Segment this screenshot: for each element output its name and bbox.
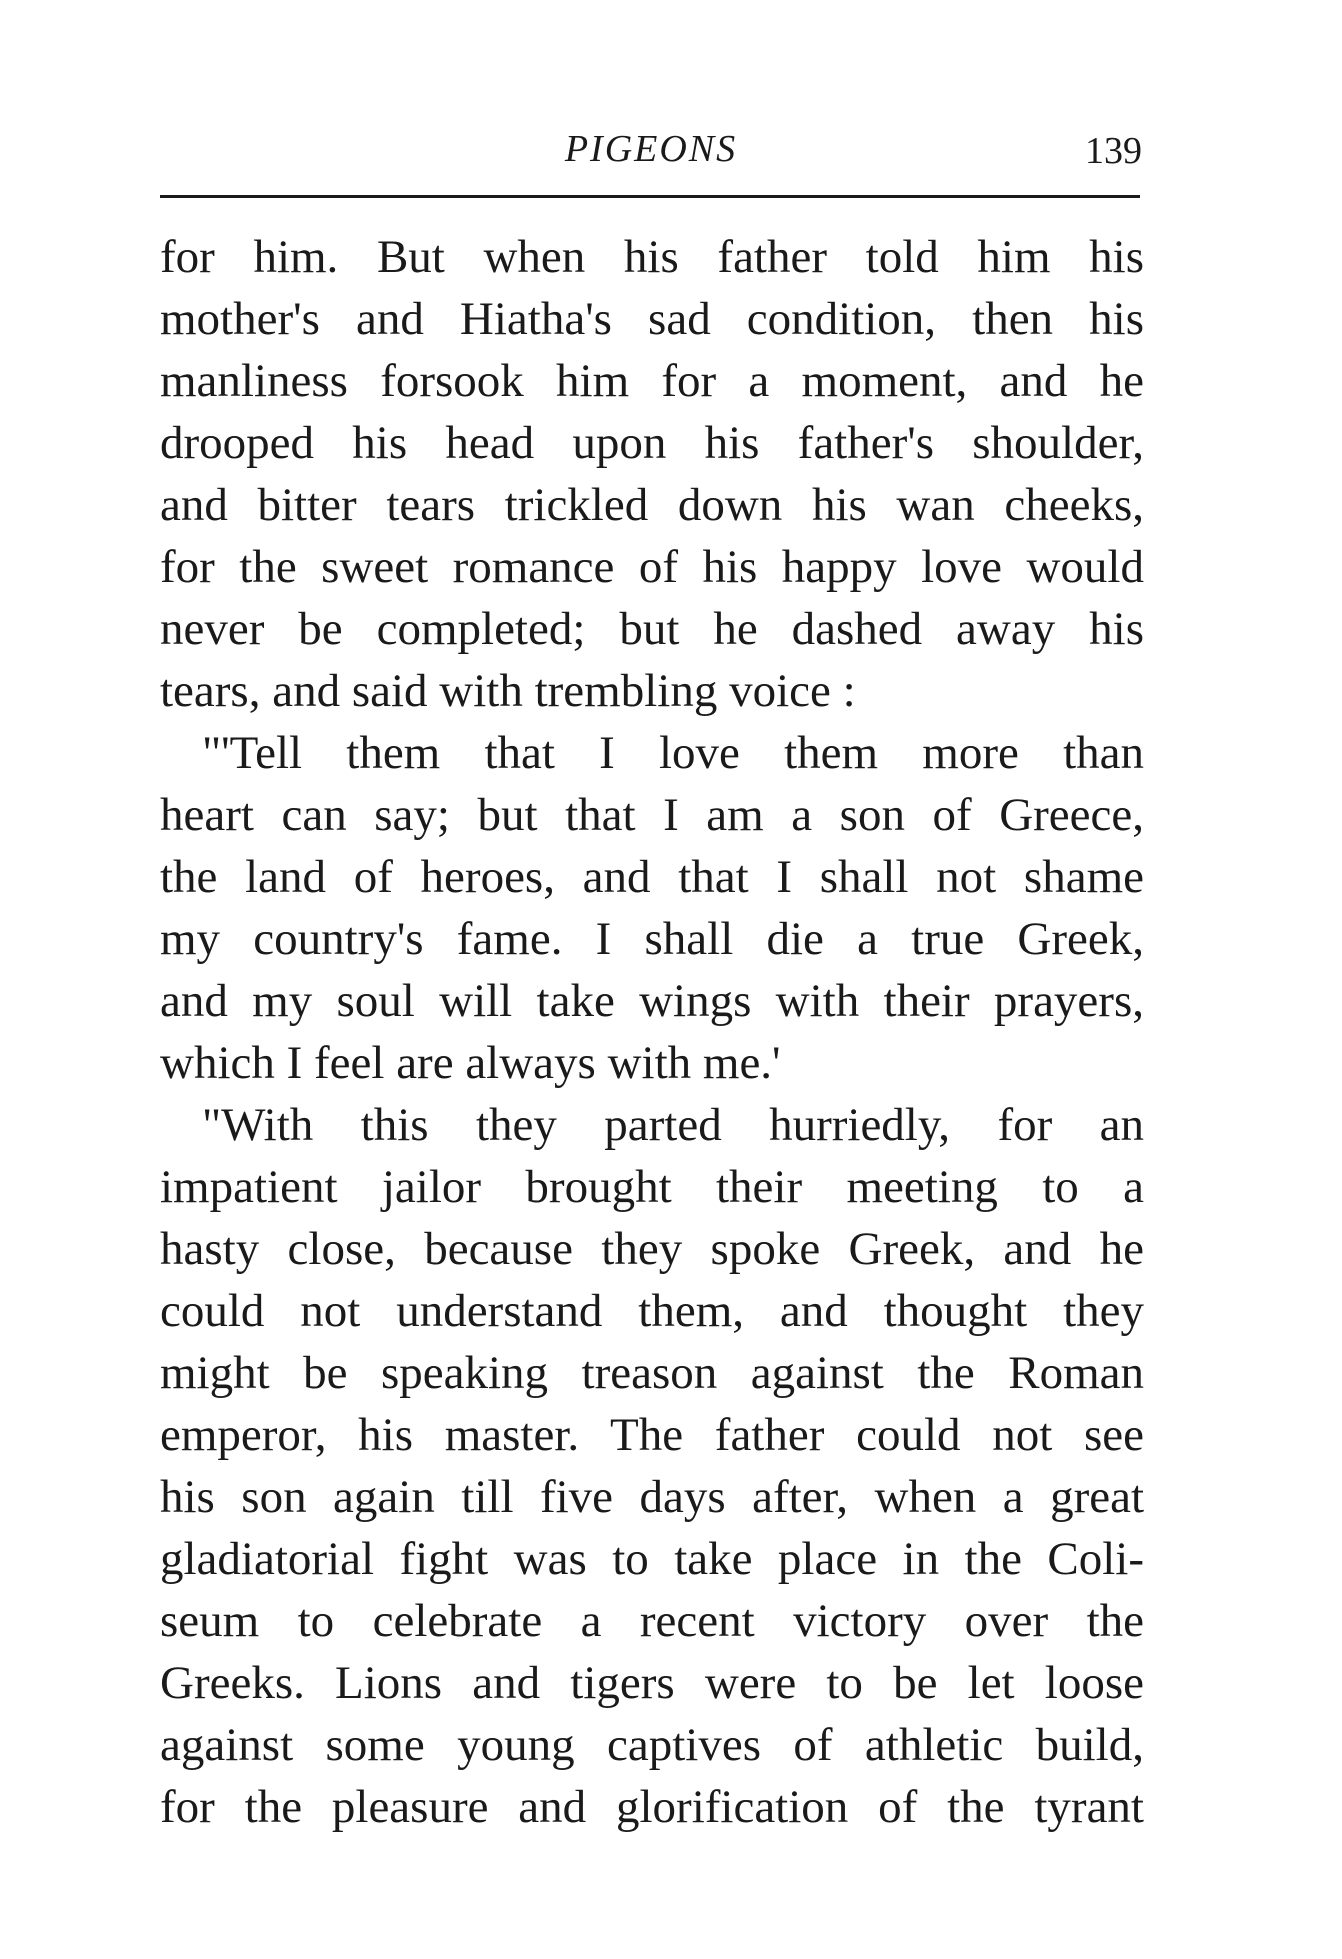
text-line: impatient jailor brought their meeting to a bbox=[160, 1161, 1144, 1213]
text-line: the land of heroes, and that I shall not shame bbox=[160, 851, 1144, 903]
text-line: drooped his head upon his father's shoulder, bbox=[160, 417, 1144, 469]
running-title: PIGEONS bbox=[564, 128, 738, 170]
text-line: hasty close, because they spoke Greek, and he bbox=[160, 1223, 1144, 1275]
text-line: might be speaking treason against the Roman bbox=[160, 1347, 1144, 1399]
text-line: manliness forsook him for a moment, and he bbox=[160, 355, 1144, 407]
body-text bbox=[160, 226, 1144, 1838]
text-line: his son again till five days after, when a great bbox=[160, 1471, 1144, 1523]
text-line: my country's fame. I shall die a true Greek, bbox=[160, 913, 1144, 965]
header-rule bbox=[160, 195, 1140, 198]
text-line: heart can say; but that I am a son of Greece, bbox=[160, 789, 1144, 841]
text-line: tears, and said with trembling voice : bbox=[160, 665, 856, 717]
text-line: gladiatorial fight was to take place in the Coli- bbox=[160, 1533, 1144, 1585]
text-line: for the sweet romance of his happy love would bbox=[160, 541, 1144, 593]
text-line: for the pleasure and glorification of the tyrant bbox=[160, 1781, 1144, 1833]
text-line: which I feel are always with me.' bbox=[160, 1037, 781, 1089]
running-head bbox=[160, 124, 1142, 184]
text-line: seum to celebrate a recent victory over the bbox=[160, 1595, 1144, 1647]
text-line: for him. But when his father told him his bbox=[160, 231, 1144, 283]
text-line: mother's and Hiatha's sad condition, then his bbox=[160, 293, 1144, 345]
text-line: emperor, his master. The father could not see bbox=[160, 1409, 1144, 1461]
text-line: "With this they parted hurriedly, for an bbox=[202, 1099, 1144, 1151]
text-line: "'Tell them that I love them more than bbox=[202, 727, 1144, 779]
page-number: 139 bbox=[1085, 130, 1142, 172]
text-line: never be completed; but he dashed away his bbox=[160, 603, 1144, 655]
text-line: Greeks. Lions and tigers were to be let loose bbox=[160, 1657, 1144, 1709]
text-line: and bitter tears trickled down his wan cheeks, bbox=[160, 479, 1144, 531]
text-line: and my soul will take wings with their prayers, bbox=[160, 975, 1144, 1027]
text-line: could not understand them, and thought they bbox=[160, 1285, 1144, 1337]
text-line: against some young captives of athletic build, bbox=[160, 1719, 1144, 1771]
